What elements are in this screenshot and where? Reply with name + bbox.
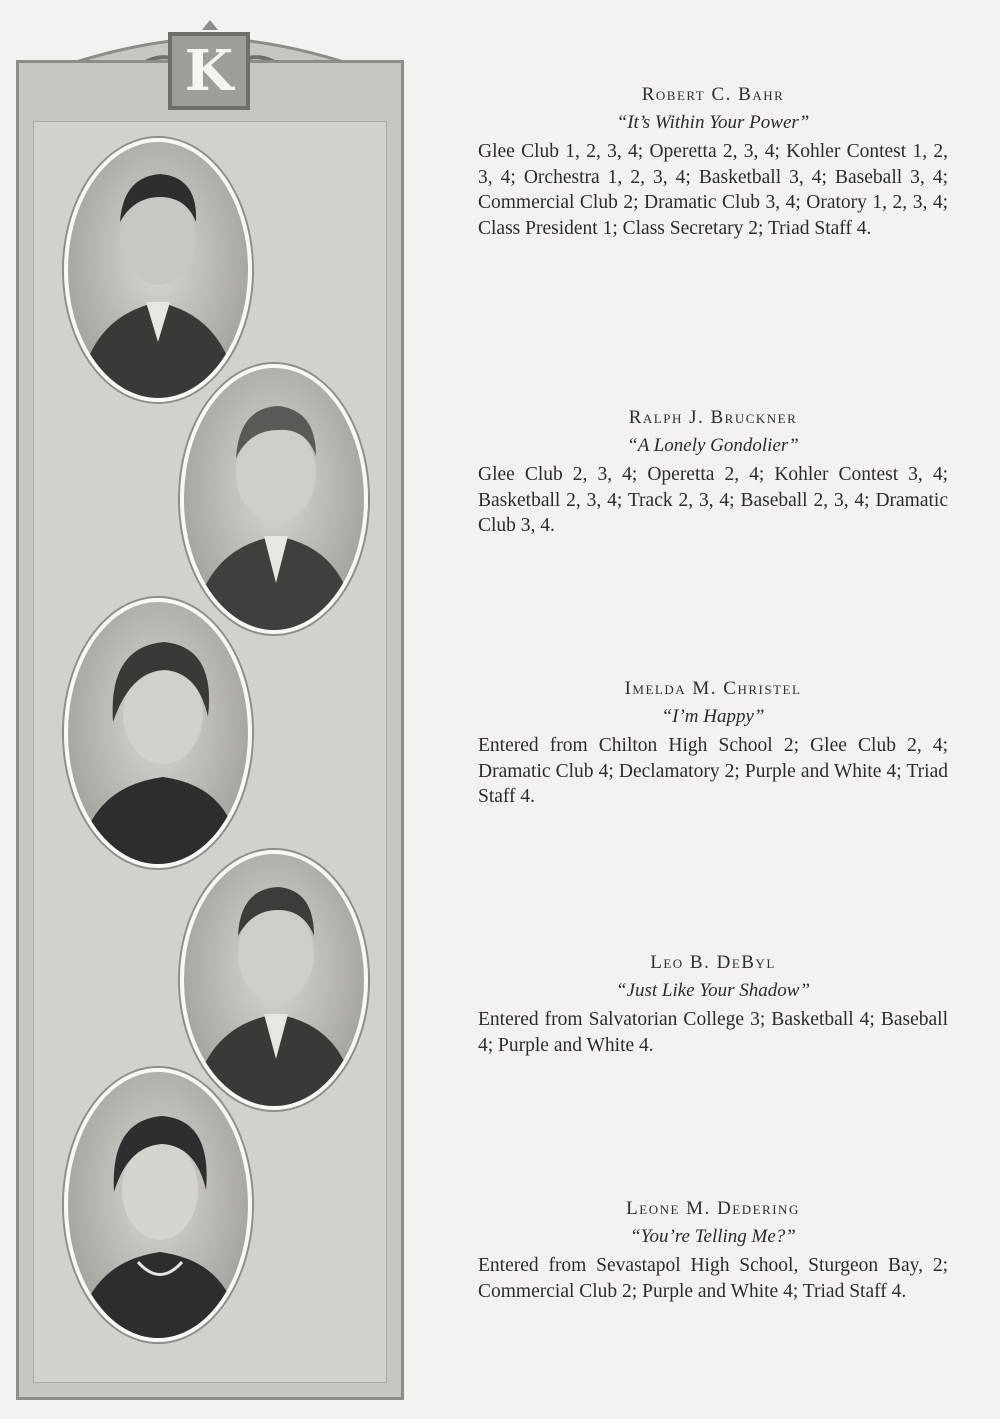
student-entry [478,82,948,241]
portrait-silhouette-icon [68,1072,248,1338]
portrait-silhouette-icon [184,854,364,1106]
student-motto: “You’re Telling Me?” [630,1226,796,1247]
student-activities: Glee Club 2, 3, 4; Operetta 2, 4; Kohler Contest 3, 4; Basketball 2, 3, 4; Track 2, 3, 4; Baseball 2, 3, 4; Dramatic Club 3, 4. [478,464,948,536]
student-motto: “A Lonely Gondolier” [627,435,799,456]
student-activities: Entered from Chilton High School 2; Glee Club 2, 4; Dramatic Club 4; Declamatory 2; Purple and White 4; Triad Staff 4. [478,735,948,807]
student-name: Imelda M. Christel [624,678,802,699]
student-entry [478,950,948,1058]
monogram-letter: K [184,38,234,104]
portrait-leo-debyl [180,850,368,1110]
student-activities: Entered from Salvatorian College 3; Basketball 4; Baseball 4; Purple and White 4. [478,1009,948,1056]
student-entry [478,405,948,539]
student-name: Leone M. Dedering [626,1198,800,1219]
portrait-leone-dedering [64,1068,252,1342]
student-name: Leo B. DeByl [650,952,776,973]
portrait-imelda-christel [64,598,252,868]
portrait-silhouette-icon [68,142,248,398]
student-motto: “Just Like Your Shadow” [615,980,811,1001]
portrait-ralph-bruckner [180,364,368,634]
portrait-silhouette-icon [184,368,364,630]
student-name: Robert C. Bahr [641,84,785,105]
portrait-robert-bahr [64,138,252,402]
monogram-k [168,32,250,110]
student-motto: “I’m Happy” [661,706,765,727]
student-motto: “It’s Within Your Power” [616,112,810,133]
student-entry [478,1196,948,1304]
student-name: Ralph J. Bruckner [628,407,798,428]
student-activities: Glee Club 1, 2, 3, 4; Operetta 2, 3, 4; Kohler Contest 1, 2, 3, 4; Orchestra 1, 2, 3, 4; Basketball 3, 4; Baseball 3, 4; Commercial Club 2; Dramatic Club 3, 4; Oratory 1, 2, 3, 4; Class President 1; Class Secretary 2; Triad Staff 4. [478,141,948,239]
student-activities: Entered from Sevastapol High School, Sturgeon Bay, 2; Commercial Club 2; Purple and White 4; Triad Staff 4. [478,1255,948,1302]
portrait-silhouette-icon [68,602,248,864]
student-entry [478,676,948,810]
